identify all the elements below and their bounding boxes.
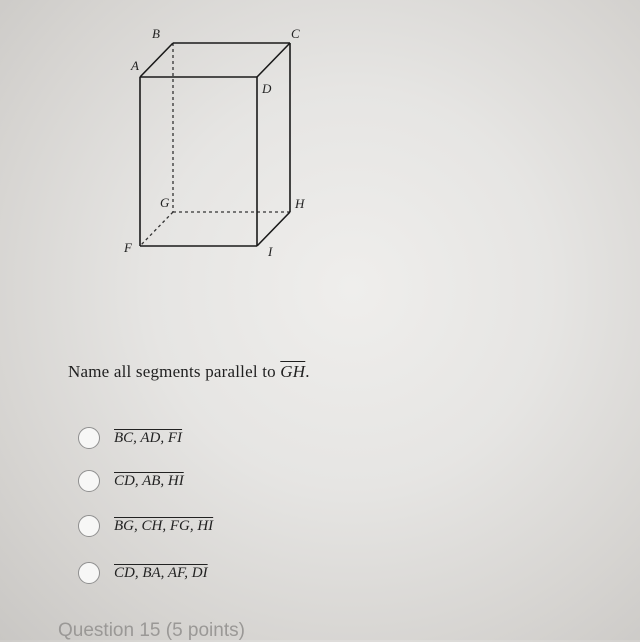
vertex-label-C: C bbox=[291, 26, 300, 41]
target-segment: $\overline{GH}$ bbox=[280, 362, 306, 381]
radio-button[interactable] bbox=[78, 515, 100, 537]
question-text: Name all segments parallel to bbox=[68, 362, 276, 381]
edge-CD bbox=[257, 43, 290, 77]
radio-button[interactable] bbox=[78, 470, 100, 492]
edge-IH bbox=[257, 212, 290, 246]
vertex-label-A: A bbox=[131, 58, 139, 73]
answer-option-4[interactable] bbox=[78, 559, 208, 587]
edge-GF bbox=[140, 212, 173, 246]
vertex-label-F: F bbox=[124, 240, 132, 255]
answer-option-label: BG, CH, FG, HI bbox=[114, 517, 214, 534]
rectangular-prism-figure bbox=[0, 0, 640, 300]
vertex-label-B: B bbox=[152, 26, 160, 41]
answer-option-1[interactable] bbox=[78, 424, 182, 452]
next-question-header: Question 15 (5 points) bbox=[58, 620, 245, 641]
answer-option-label: CD, AB, HI bbox=[114, 472, 184, 489]
edge-AB bbox=[140, 43, 173, 77]
answer-option-3[interactable] bbox=[78, 512, 213, 540]
radio-button[interactable] bbox=[78, 562, 100, 584]
vertex-label-I: I bbox=[268, 244, 273, 259]
question-prompt bbox=[68, 362, 310, 382]
vertex-label-H: H bbox=[295, 196, 305, 211]
answer-option-label: CD, BA, AF, DI bbox=[114, 564, 208, 581]
vertex-label-G: G bbox=[160, 195, 170, 210]
answer-option-2[interactable] bbox=[78, 467, 184, 495]
question-end-punct: . bbox=[305, 362, 310, 381]
vertex-label-D: D bbox=[262, 81, 272, 96]
answer-option-label: BC, AD, FI bbox=[114, 429, 183, 446]
radio-button[interactable] bbox=[78, 427, 100, 449]
